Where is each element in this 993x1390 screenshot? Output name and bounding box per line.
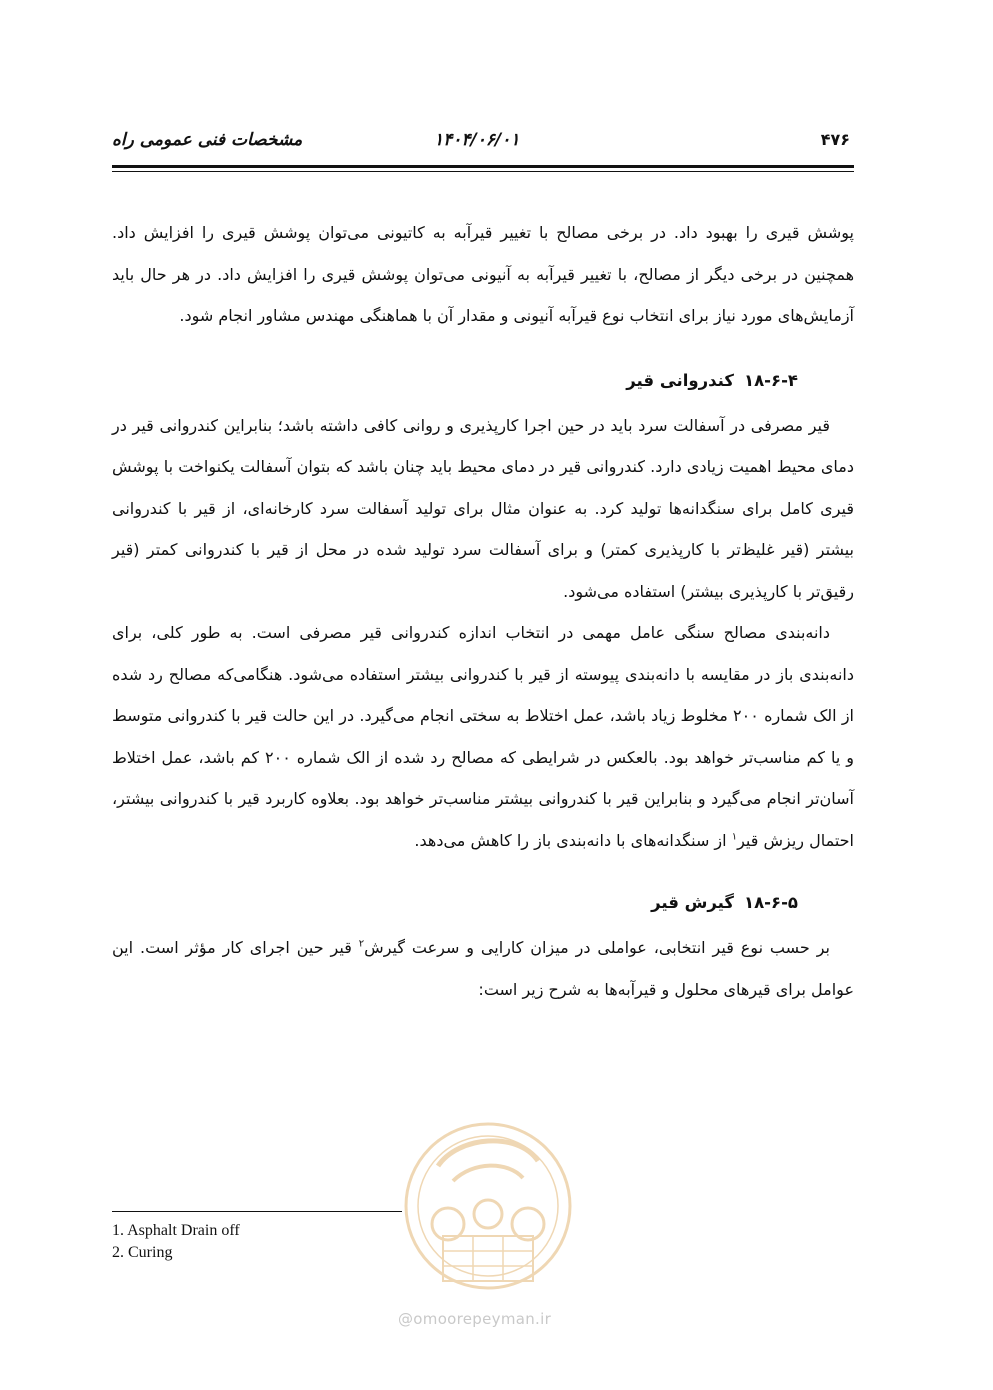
paragraph-4 xyxy=(112,927,854,1010)
header-rule-thin xyxy=(112,171,854,172)
section-heading-4 xyxy=(112,361,854,401)
running-header xyxy=(112,126,854,160)
section-heading-5 xyxy=(112,883,854,923)
section-title: گیرش قیر xyxy=(651,893,735,912)
paragraph-3-text-end: از سنگدانه‌های با دانه‌بندی باز را کاهش می‌دهد. xyxy=(414,830,732,850)
page-number: ۴۷۶ xyxy=(820,130,850,149)
section-title: کندروانی قیر xyxy=(626,370,735,390)
header-rule-thick xyxy=(112,165,854,168)
footnote-rule xyxy=(112,1211,402,1212)
paragraph-1: پوشش قیری را بهبود داد. در برخی مصالح با تغییر قیرآبه به کاتیونی می‌توان پوشش قیری را افزایش داد. همچنین در برخی دیگر از مصالح، با تغییر قیرآبه به آنیونی می‌توان پوشش قیری را افزایش داد. در هر حال باید آزمایش‌های مورد نیاز برای انتخاب نوع قیرآبه آنیونی و مقدار آن با هماهنگی مهندس مشاور انجام شود. xyxy=(112,223,854,325)
watermark-logo-icon xyxy=(398,1106,578,1326)
book-title: مشخصات فنی عمومی راه xyxy=(112,130,303,150)
section-number: ۱۸-۶-۴ xyxy=(744,370,798,390)
header-date: ۱۴۰۴/۰۶/۰۱ xyxy=(434,130,520,150)
paragraph-3 xyxy=(112,612,854,861)
paragraph-4-text: بر حسب نوع قیر انتخابی، عواملی در میزان کارایی و سرعت گیرش xyxy=(364,938,831,957)
paragraph-3-text: دانه‌بندی مصالح سنگی عامل مهمی در انتخاب اندازه کندروانی قیر مصرفی است. به طور کلی، برای دانه‌بندی باز در مقایسه با دانه‌بندی پیوسته از قیر با کندروانی بیشتر استفاده می‌شود. هنگامی‌که مصالح رد شده از الک شماره ۲۰۰ مخلوط زیاد باشد، عمل اختلاط به سختی انجام می‌گیرد. در این حالت قیر با کندروانی متوسط و یا کم مناسب‌تر خواهد بود. بالعکس در شرایطی که مصالح رد شده از الک شماره ۲۰۰ کم باشد، عمل اختلاط آسان‌تر انجام می‌گیرد و بنابراین قیر با کندروانی بیشتر مناسب‌تر خواهد بود. بعلاوه کاربرد قیر با کندروانی بیشتر، احتمال ریزش قیر xyxy=(112,623,855,850)
paragraph-4-text-end: قیر حین اجرای کار مؤثر است. این عوامل برای قیرهای محلول و قیرآبه‌ها به شرح زیر است: xyxy=(112,938,854,999)
watermark-text: @omoorepeyman.ir xyxy=(398,1310,552,1328)
footnote-1: 1. Asphalt Drain off xyxy=(112,1222,240,1239)
paragraph-2: قیر مصرفی در آسفالت سرد باید در حین اجرا کارپذیری و روانی کافی داشته باشد؛ بنابراین کندروانی قیر در دمای محیط اهمیت زیادی دارد. کندروانی قیر در دمای محیط باید چنان باشد که بتوان آسفالت یکنواخت با پوشش قیری کامل برای سنگدانه‌ها تولید کرد. به عنوان مثال برای تولید آسفالت سرد کارخانه‌ای، از قیر با کندروانی بیشتر (قیر غلیظ‌تر با کارپذیری کمتر) و برای آسفالت سرد تولید شده در محل از قیر با کندروانی کمتر (قیر رقیق‌تر با کارپذیری بیشتر) استفاده می‌شود. xyxy=(112,415,854,601)
section-number: ۱۸-۶-۵ xyxy=(744,893,798,912)
footnote-ref-2[interactable]: ۲ xyxy=(358,938,365,950)
footnote-ref-1[interactable]: ۱ xyxy=(731,831,738,843)
footnote-2: 2. Curing xyxy=(112,1244,173,1261)
footnotes xyxy=(112,1220,412,1264)
body-text xyxy=(112,212,854,1010)
